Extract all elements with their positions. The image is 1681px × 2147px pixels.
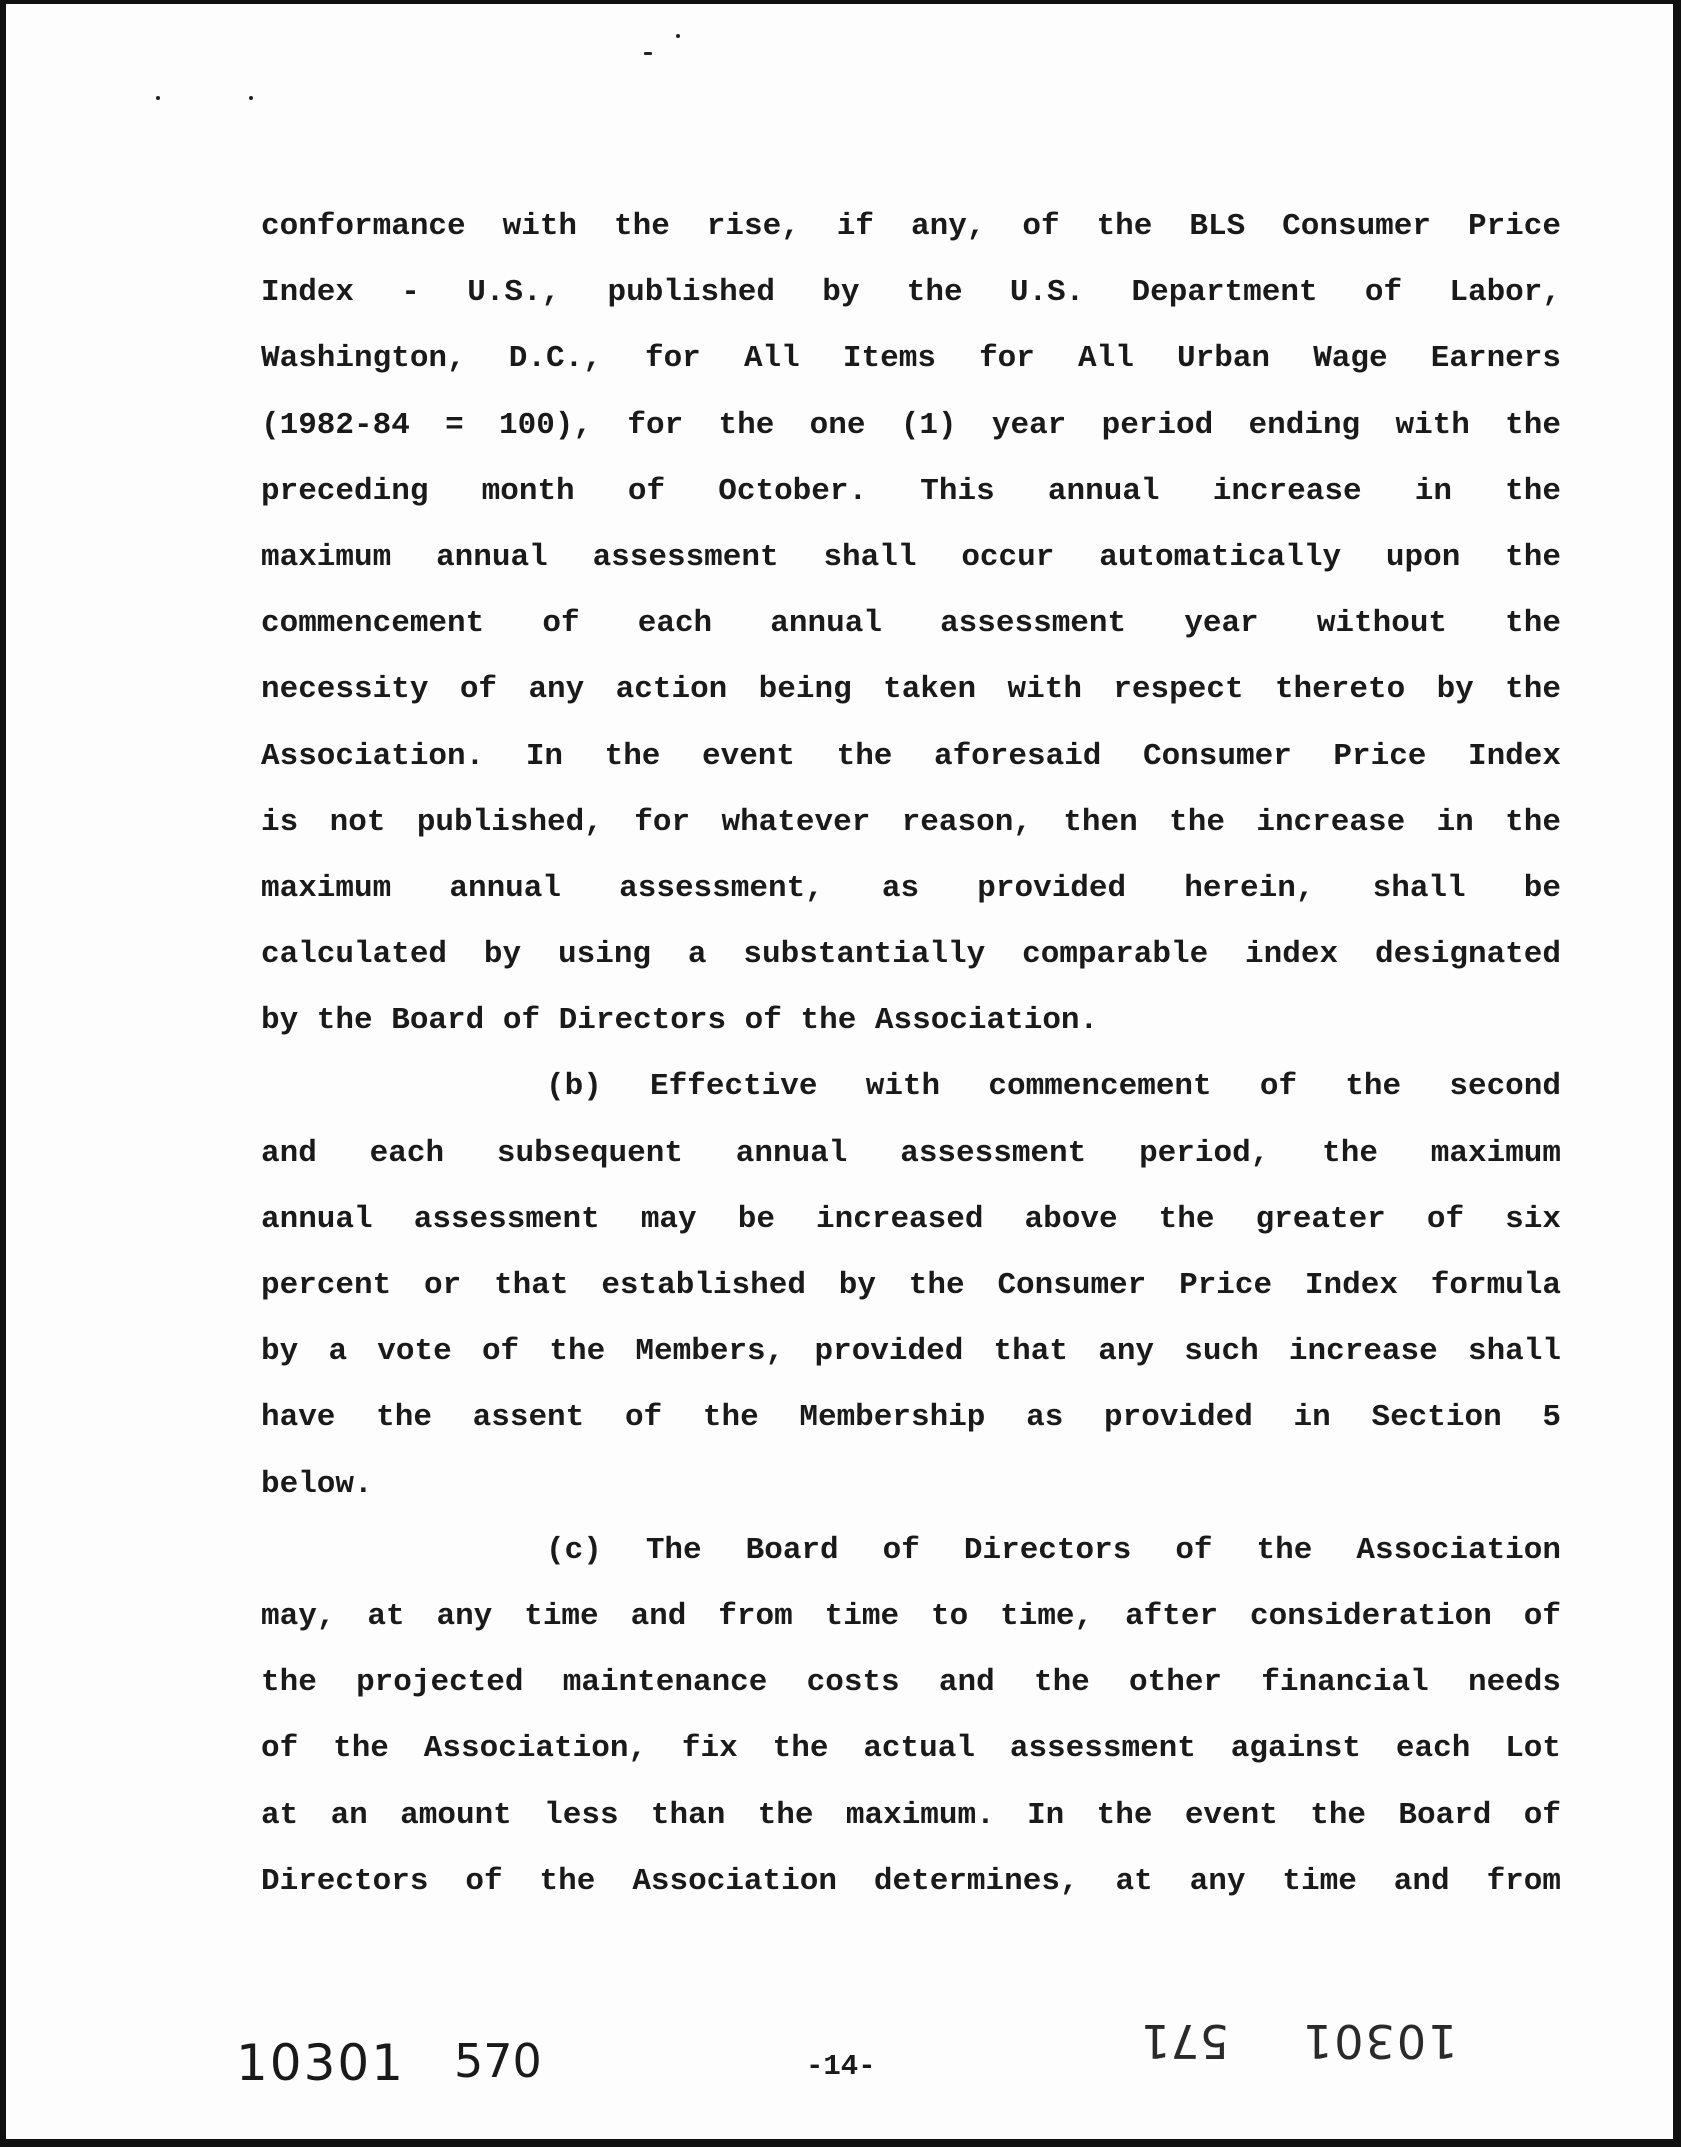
text-line: by a vote of the Members, provided that any such increase shall [261,1334,1561,1370]
text-line: preceding month of October. This annual increase in the [261,473,1561,509]
text-line: may, at any time and from time to time, after consideration of [261,1598,1561,1634]
text-line: of the Association, fix the actual assessment against each Lot [261,1731,1561,1767]
text-line: percent or that established by the Consumer Price Index formula [261,1268,1561,1303]
document-body [261,194,1561,1915]
text-line: by the Board of Directors of the Association. [261,1003,1099,1039]
mirrored-page-reference: 571 [1141,2014,1229,2068]
scan-speck [249,96,253,100]
text-line: (c) The Board of Directors of the Association [546,1532,1561,1568]
text-line: Index - U.S., published by the U.S. Department of Labor, [261,275,1561,311]
text-line: Washington, D.C., for All Items for All Urban Wage Earners [261,341,1561,377]
text-line: commencement of each annual assessment year without the [261,606,1561,642]
text-line: is not published, for whatever reason, then the increase in the [261,804,1561,840]
paragraph-cpi-adjustment [261,194,1561,1054]
text-line: Directors of the Association determines, at any time and from [261,1863,1561,1899]
text-line: at an amount less than the maximum. In the event the Board of [261,1797,1561,1833]
text-line: maximum annual assessment shall occur automatically upon the [261,539,1561,575]
page-reference: 570 [454,2034,542,2088]
text-line: and each subsequent annual assessment period, the maximum [261,1135,1561,1171]
text-line: maximum annual assessment, as provided herein, shall be [261,870,1561,906]
text-line: the projected maintenance costs and the other financial needs [261,1665,1561,1701]
text-line: Association. In the event the aforesaid Consumer Price Index [261,738,1561,774]
paragraph-b-increase-vote [261,1054,1561,1517]
text-line: (1982-84 = 100), for the one (1) year period ending with the [261,407,1561,443]
text-line: conformance with the rise, if any, of the BLS Consumer Price [261,209,1561,244]
paragraph-c-board-fix-assessment [261,1518,1561,1915]
book-number: 10301 [236,2034,406,2092]
scan-speck [156,96,160,100]
text-line: (b) Effective with commencement of the second [546,1069,1561,1105]
scan-speck [644,52,652,55]
text-line: necessity of any action being taken with respect thereto by the [261,672,1561,708]
page-number: -14- [806,2050,876,2083]
scan-speck [676,34,680,38]
text-line: calculated by using a substantially comparable index designated [261,937,1561,973]
text-line: below. [261,1466,373,1502]
mirrored-book-number: 10301 [1301,2014,1458,2068]
text-line: annual assessment may be increased above the greater of six [261,1201,1561,1237]
text-line: have the assent of the Membership as provided in Section 5 [261,1400,1561,1436]
